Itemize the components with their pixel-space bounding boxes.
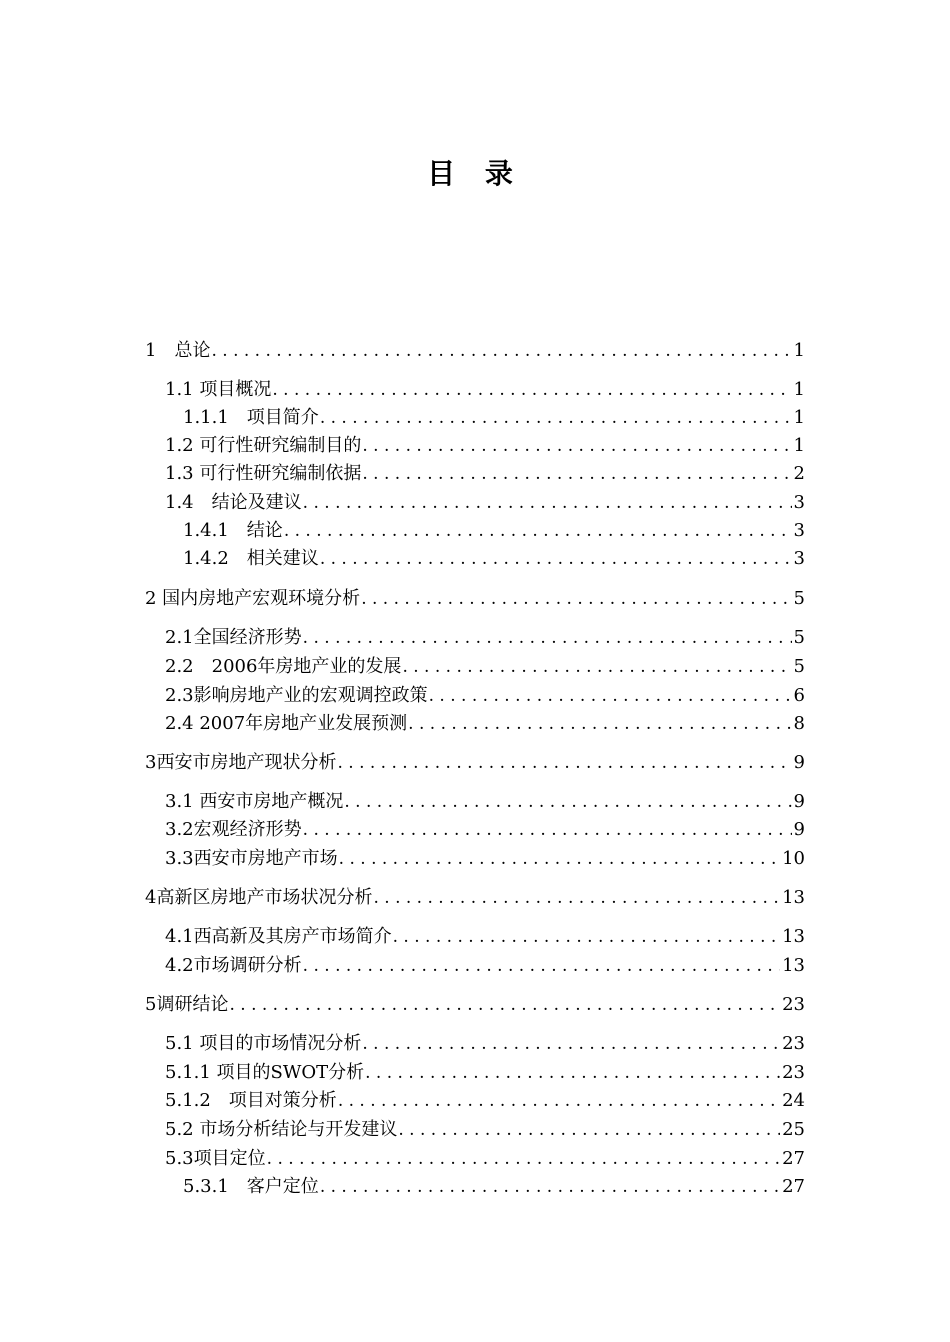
toc-entry-3-3[interactable] (165, 847, 805, 871)
dot-leader (361, 1032, 780, 1056)
toc-entry-page: 9 (793, 819, 805, 840)
toc-entry-label: 5.3.1 客户定位 (183, 1176, 319, 1197)
toc-entry-label: 3西安市房地产现状分析 (145, 752, 337, 773)
toc-entry-4-1[interactable] (165, 925, 805, 949)
toc-entry-label: 1.2 可行性研究编制目的 (165, 435, 362, 456)
toc-entry-2-4[interactable] (165, 712, 805, 736)
toc-entry-label: 3.2宏观经济形势 (165, 819, 302, 840)
toc-entry-page: 27 (782, 1176, 805, 1197)
toc-entry-label: 1.4 结论及建议 (165, 492, 302, 513)
dot-leader (392, 925, 780, 949)
toc-entry-2-1[interactable] (165, 626, 805, 650)
toc-entry-4[interactable] (145, 886, 805, 910)
toc-entry-5-2[interactable] (165, 1118, 805, 1142)
toc-entry-label: 1 总论 (145, 340, 211, 361)
dot-leader (428, 684, 792, 708)
toc-entry-3-2[interactable] (165, 818, 805, 842)
dot-leader (319, 1175, 780, 1199)
toc-entry-label: 1.4.2 相关建议 (183, 548, 319, 569)
toc-entry-5-1[interactable] (165, 1032, 805, 1056)
dot-leader (397, 1118, 780, 1142)
toc-entry-label: 2.2 2006年房地产业的发展 (165, 656, 402, 677)
toc-entry-page: 10 (782, 848, 805, 869)
toc-entry-4-2[interactable] (165, 954, 805, 978)
toc-entry-5-3-1[interactable] (183, 1175, 805, 1199)
dot-leader (407, 712, 791, 736)
toc-entry-page: 13 (782, 887, 805, 908)
toc-entry-5[interactable] (145, 993, 805, 1017)
toc-entry-page: 1 (793, 407, 805, 428)
toc-entry-page: 3 (793, 548, 805, 569)
toc-entry-label: 5.1.1 项目的SWOT分析 (165, 1062, 365, 1083)
toc-entry-1-1[interactable] (165, 378, 805, 402)
dot-leader (401, 655, 791, 679)
dot-leader (361, 462, 791, 486)
toc-entry-label: 5.2 市场分析结论与开发建议 (165, 1119, 398, 1140)
toc-entry-label: 5.1.2 项目对策分析 (165, 1090, 337, 1111)
dot-leader (360, 587, 791, 611)
toc-entry-label: 3.1 西安市房地产概况 (165, 791, 344, 812)
toc-entry-label: 5.1 项目的市场情况分析 (165, 1033, 362, 1054)
toc-entry-label: 1.1.1 项目简介 (183, 407, 319, 428)
toc-entry-page: 1 (793, 435, 805, 456)
toc-entry-page: 5 (793, 656, 805, 677)
dot-leader (372, 886, 780, 910)
toc-entry-page: 8 (793, 713, 805, 734)
toc-entry-1-3[interactable] (165, 462, 805, 486)
toc-entry-1-4[interactable] (165, 491, 805, 515)
dot-leader (338, 847, 780, 871)
toc-entry-label: 2.3影响房地产业的宏观调控政策 (165, 685, 428, 706)
dot-leader (302, 818, 792, 842)
dot-leader (266, 1147, 780, 1171)
toc-entry-page: 1 (793, 379, 805, 400)
toc-entry-label: 4.1西高新及其房产市场简介 (165, 926, 392, 947)
toc-entry-3[interactable] (145, 751, 805, 775)
toc-entry-label: 1.4.1 结论 (183, 520, 283, 541)
toc-entry-label: 3.3西安市房地产市场 (165, 848, 338, 869)
toc-entry-label: 2 国内房地产宏观环境分析 (145, 588, 361, 609)
toc-entry-page: 9 (793, 791, 805, 812)
toc-entry-page: 13 (782, 955, 805, 976)
dot-leader (228, 993, 780, 1017)
toc-entry-page: 25 (782, 1119, 805, 1140)
toc-entry-page: 3 (793, 492, 805, 513)
dot-leader (302, 626, 792, 650)
dot-leader (343, 790, 791, 814)
toc-entry-5-3[interactable] (165, 1147, 805, 1171)
toc-entry-page: 13 (782, 926, 805, 947)
dot-leader (364, 1061, 780, 1085)
toc-entry-2[interactable] (145, 587, 805, 611)
toc-entry-page: 6 (793, 685, 805, 706)
toc-entry-page: 5 (793, 588, 805, 609)
toc-entry-1-4-2[interactable] (183, 547, 805, 571)
toc-entry-label: 1.3 可行性研究编制依据 (165, 463, 362, 484)
dot-leader (210, 339, 791, 363)
dot-leader (271, 378, 791, 402)
toc-entry-2-3[interactable] (165, 684, 805, 708)
dot-leader (302, 491, 792, 515)
toc-entry-5-1-2[interactable] (165, 1089, 805, 1113)
toc-entry-label: 2.4 2007年房地产业发展预测 (165, 713, 408, 734)
toc-entry-1-1-1[interactable] (183, 406, 805, 430)
toc-entry-label: 5调研结论 (145, 994, 229, 1015)
toc-entry-page: 3 (793, 520, 805, 541)
toc-entry-5-1-1[interactable] (165, 1061, 805, 1085)
dot-leader (336, 751, 791, 775)
page-title: 目 录 (427, 157, 523, 190)
toc-entry-page: 23 (782, 1033, 805, 1054)
dot-leader (319, 547, 792, 571)
toc-entry-3-1[interactable] (165, 790, 805, 814)
dot-leader (337, 1089, 780, 1113)
toc-entry-1[interactable] (145, 339, 805, 363)
dot-leader (283, 519, 792, 543)
toc-entry-page: 27 (782, 1148, 805, 1169)
toc-entry-page: 24 (782, 1090, 805, 1111)
toc-entry-page: 9 (793, 752, 805, 773)
toc-entry-1-2[interactable] (165, 434, 805, 458)
toc-entry-page: 23 (782, 994, 805, 1015)
dot-leader (302, 954, 780, 978)
toc-entry-label: 2.1全国经济形势 (165, 627, 302, 648)
toc-entry-label: 1.1 项目概况 (165, 379, 272, 400)
dot-leader (319, 406, 792, 430)
toc-entry-label: 4高新区房地产市场状况分析 (145, 887, 373, 908)
dot-leader (361, 434, 791, 458)
toc-entry-1-4-1[interactable] (183, 519, 805, 543)
toc-entry-label: 5.3项目定位 (165, 1148, 266, 1169)
toc-entry-page: 1 (793, 340, 805, 361)
toc-entry-2-2[interactable] (165, 655, 805, 679)
toc-entry-page: 2 (793, 463, 805, 484)
toc-entry-label: 4.2市场调研分析 (165, 955, 302, 976)
toc-entry-page: 23 (782, 1062, 805, 1083)
toc-entry-page: 5 (793, 627, 805, 648)
